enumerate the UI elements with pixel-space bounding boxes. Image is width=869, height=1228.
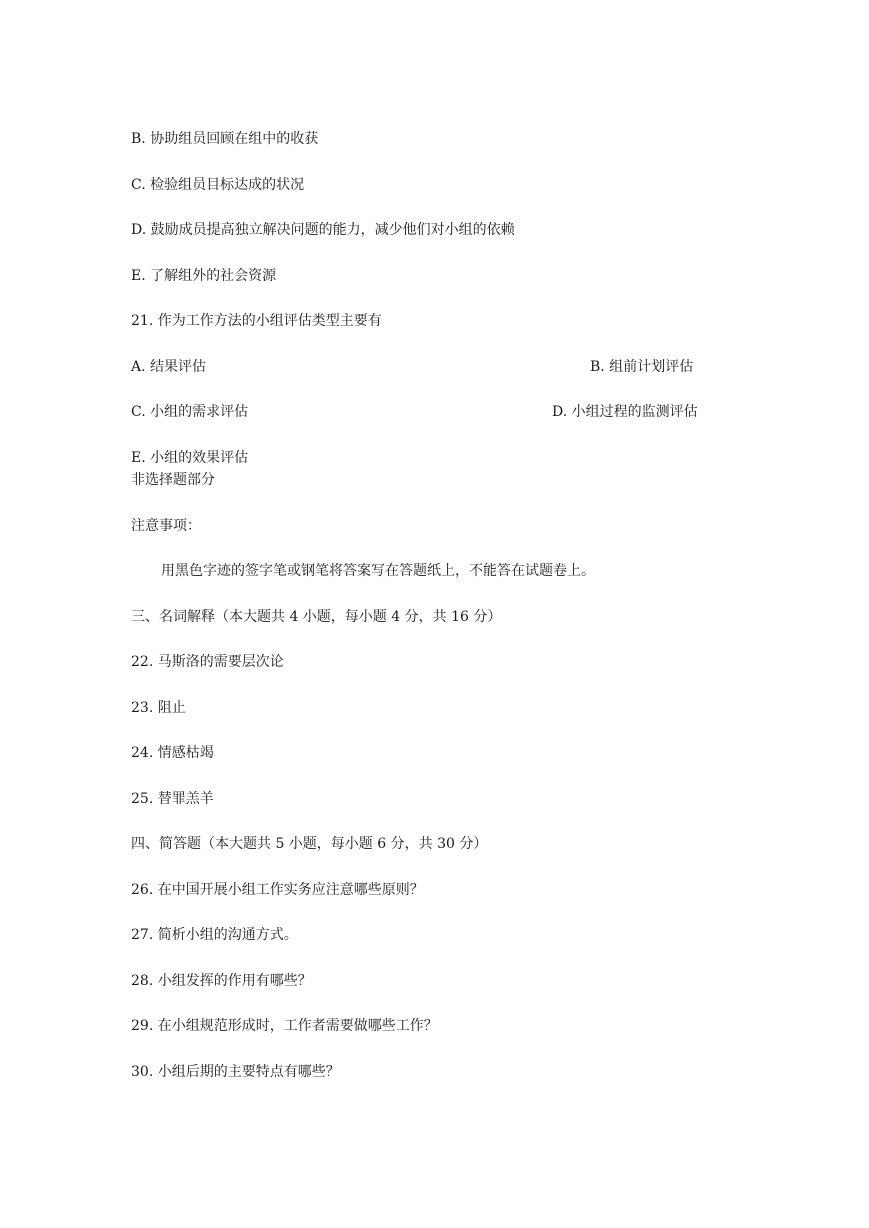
non-choice-heading: 非选择题部分	[131, 472, 215, 488]
question-29: 29. 在小组规范形成时，工作者需要做哪些工作？	[131, 1018, 438, 1034]
section-4-heading: 四、简答题（本大题共 5 小题，每小题 6 分，共 30 分）	[131, 836, 488, 852]
question-28: 28. 小组发挥的作用有哪些？	[131, 973, 312, 989]
question-21: 21. 作为工作方法的小组评估类型主要有	[131, 313, 382, 329]
question-30: 30. 小组后期的主要特点有哪些？	[131, 1064, 340, 1080]
question-23: 23. 阻止	[131, 700, 186, 716]
question-27: 27. 简析小组的沟通方式。	[131, 927, 298, 943]
option-21-e: E. 小组的效果评估	[131, 450, 249, 466]
option-20-d: D. 鼓励成员提高独立解决问题的能力，减少他们对小组的依赖	[131, 222, 515, 238]
option-20-c: C. 检验组员目标达成的状况	[131, 177, 305, 193]
option-20-e: E. 了解组外的社会资源	[131, 268, 277, 284]
question-25: 25. 替罪羔羊	[131, 791, 214, 807]
question-26: 26. 在中国开展小组工作实务应注意哪些原则？	[131, 882, 424, 898]
notice-label: 注意事项：	[131, 518, 201, 534]
notice-text: 用黑色字迹的签字笔或钢笔将答案写在答题纸上，不能答在试题卷上。	[161, 563, 595, 579]
option-21-d: D. 小组过程的监测评估	[552, 404, 698, 420]
option-21-b: B. 组前计划评估	[590, 359, 694, 375]
option-21-c: C. 小组的需求评估	[131, 404, 249, 420]
section-3-heading: 三、名词解释（本大题共 4 小题，每小题 4 分，共 16 分）	[131, 609, 502, 625]
question-24: 24. 情感枯竭	[131, 745, 214, 761]
question-22: 22. 马斯洛的需要层次论	[131, 654, 284, 670]
option-20-b: B. 协助组员回顾在组中的收获	[131, 131, 319, 147]
option-21-a: A. 结果评估	[131, 359, 207, 375]
